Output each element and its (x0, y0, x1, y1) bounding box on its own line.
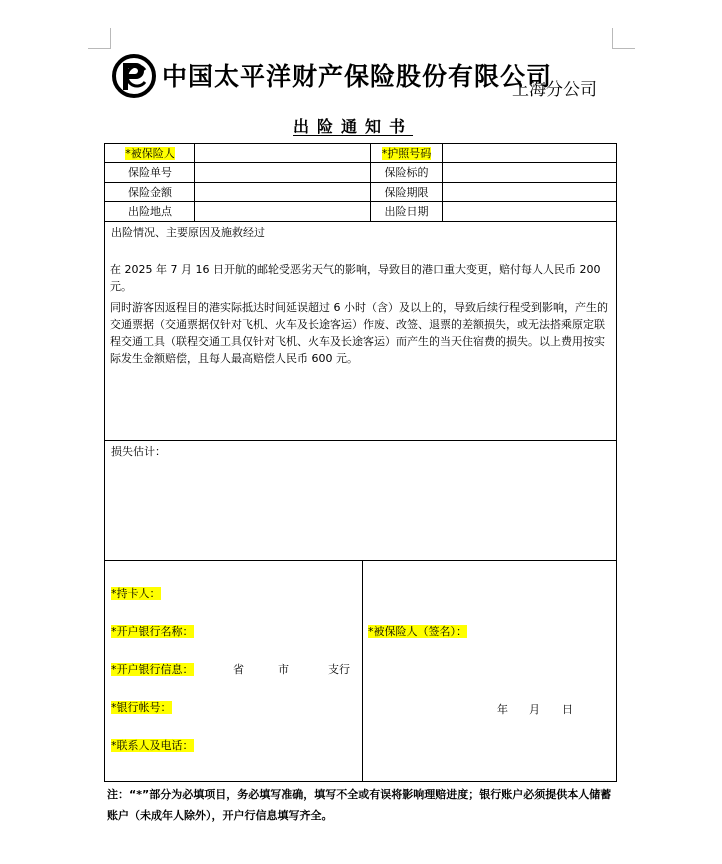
insured-amount-field[interactable] (196, 183, 370, 201)
signature-month: 月 (529, 703, 540, 716)
footer-note: 注：“*”部分为必填项目，务必填写准确，填写不全或有误将影响理赔进度；银行账户必须提供本人储蓄账户（未成年人除外），开户行信息填写齐全。 (107, 788, 612, 822)
passport-field[interactable] (443, 144, 616, 162)
incident-location-label: 出险地点 (128, 205, 172, 218)
insured-label: *被保险人 (125, 147, 175, 160)
insured-field[interactable] (196, 144, 370, 162)
incident-paragraph-2: 同时游客因返程目的港实际抵达时间延误超过 6 小时（含）及以上的，导致后续行程受到影响，产生的交通票据（交通票据仅针对飞机、火车及长途客运）作废、改签、退票的差额损失，或无法搭乘原定联程交通工具（联程交通工具仅针对飞机、火车及长途客运）而产生的当天住宿费的损失。以上费用按实际发生金额赔偿，且每人最高赔偿人民币 600 元。 (110, 301, 608, 365)
page-corner-mark (88, 28, 111, 49)
incident-paragraph-1: 在 2025 年 7 月 16 日开航的邮轮受恶劣天气的影响，导致目的港口重大变更，赔付每人人民币 200 元。 (110, 263, 601, 293)
company-name: 中国太平洋财产保险股份有限公司 (162, 62, 553, 91)
city-label: 市 (278, 663, 289, 676)
incident-date-label: 出险日期 (384, 205, 429, 218)
card-holder-label: *持卡人： (111, 587, 161, 600)
incident-location-field[interactable] (196, 202, 370, 220)
branch-label: 支行 (328, 663, 350, 676)
signature-year: 年 (497, 703, 508, 716)
bank-account-label: *银行帐号： (111, 701, 172, 714)
signature-label: *被保险人（签名）： (368, 625, 467, 638)
page-corner-mark (612, 28, 635, 49)
page-title: 出险通知书 (293, 117, 414, 136)
signature-day: 日 (562, 703, 573, 716)
insurance-period-label: 保险期限 (384, 186, 429, 199)
incident-heading: 出险情况、主要原因及施救经过 (111, 226, 265, 239)
policy-number-field[interactable] (196, 163, 370, 181)
bank-info-label: *开户银行信息： (111, 663, 194, 676)
policy-number-label: 保险单号 (128, 166, 172, 179)
insured-object-field[interactable] (443, 163, 616, 181)
incident-date-field[interactable] (443, 202, 616, 220)
insured-amount-label: 保险金额 (128, 186, 172, 199)
branch-name: 上海分公司 (512, 80, 597, 100)
cpic-logo-icon (112, 54, 156, 98)
insured-object-label: 保险标的 (384, 166, 429, 179)
insurance-period-field[interactable] (443, 183, 616, 201)
passport-label: *护照号码 (381, 147, 432, 160)
bank-name-label: *开户银行名称： (111, 625, 194, 638)
province-label: 省 (233, 663, 244, 676)
contact-label: *联系人及电话： (111, 739, 194, 752)
loss-estimate-label: 损失估计： (111, 445, 166, 458)
